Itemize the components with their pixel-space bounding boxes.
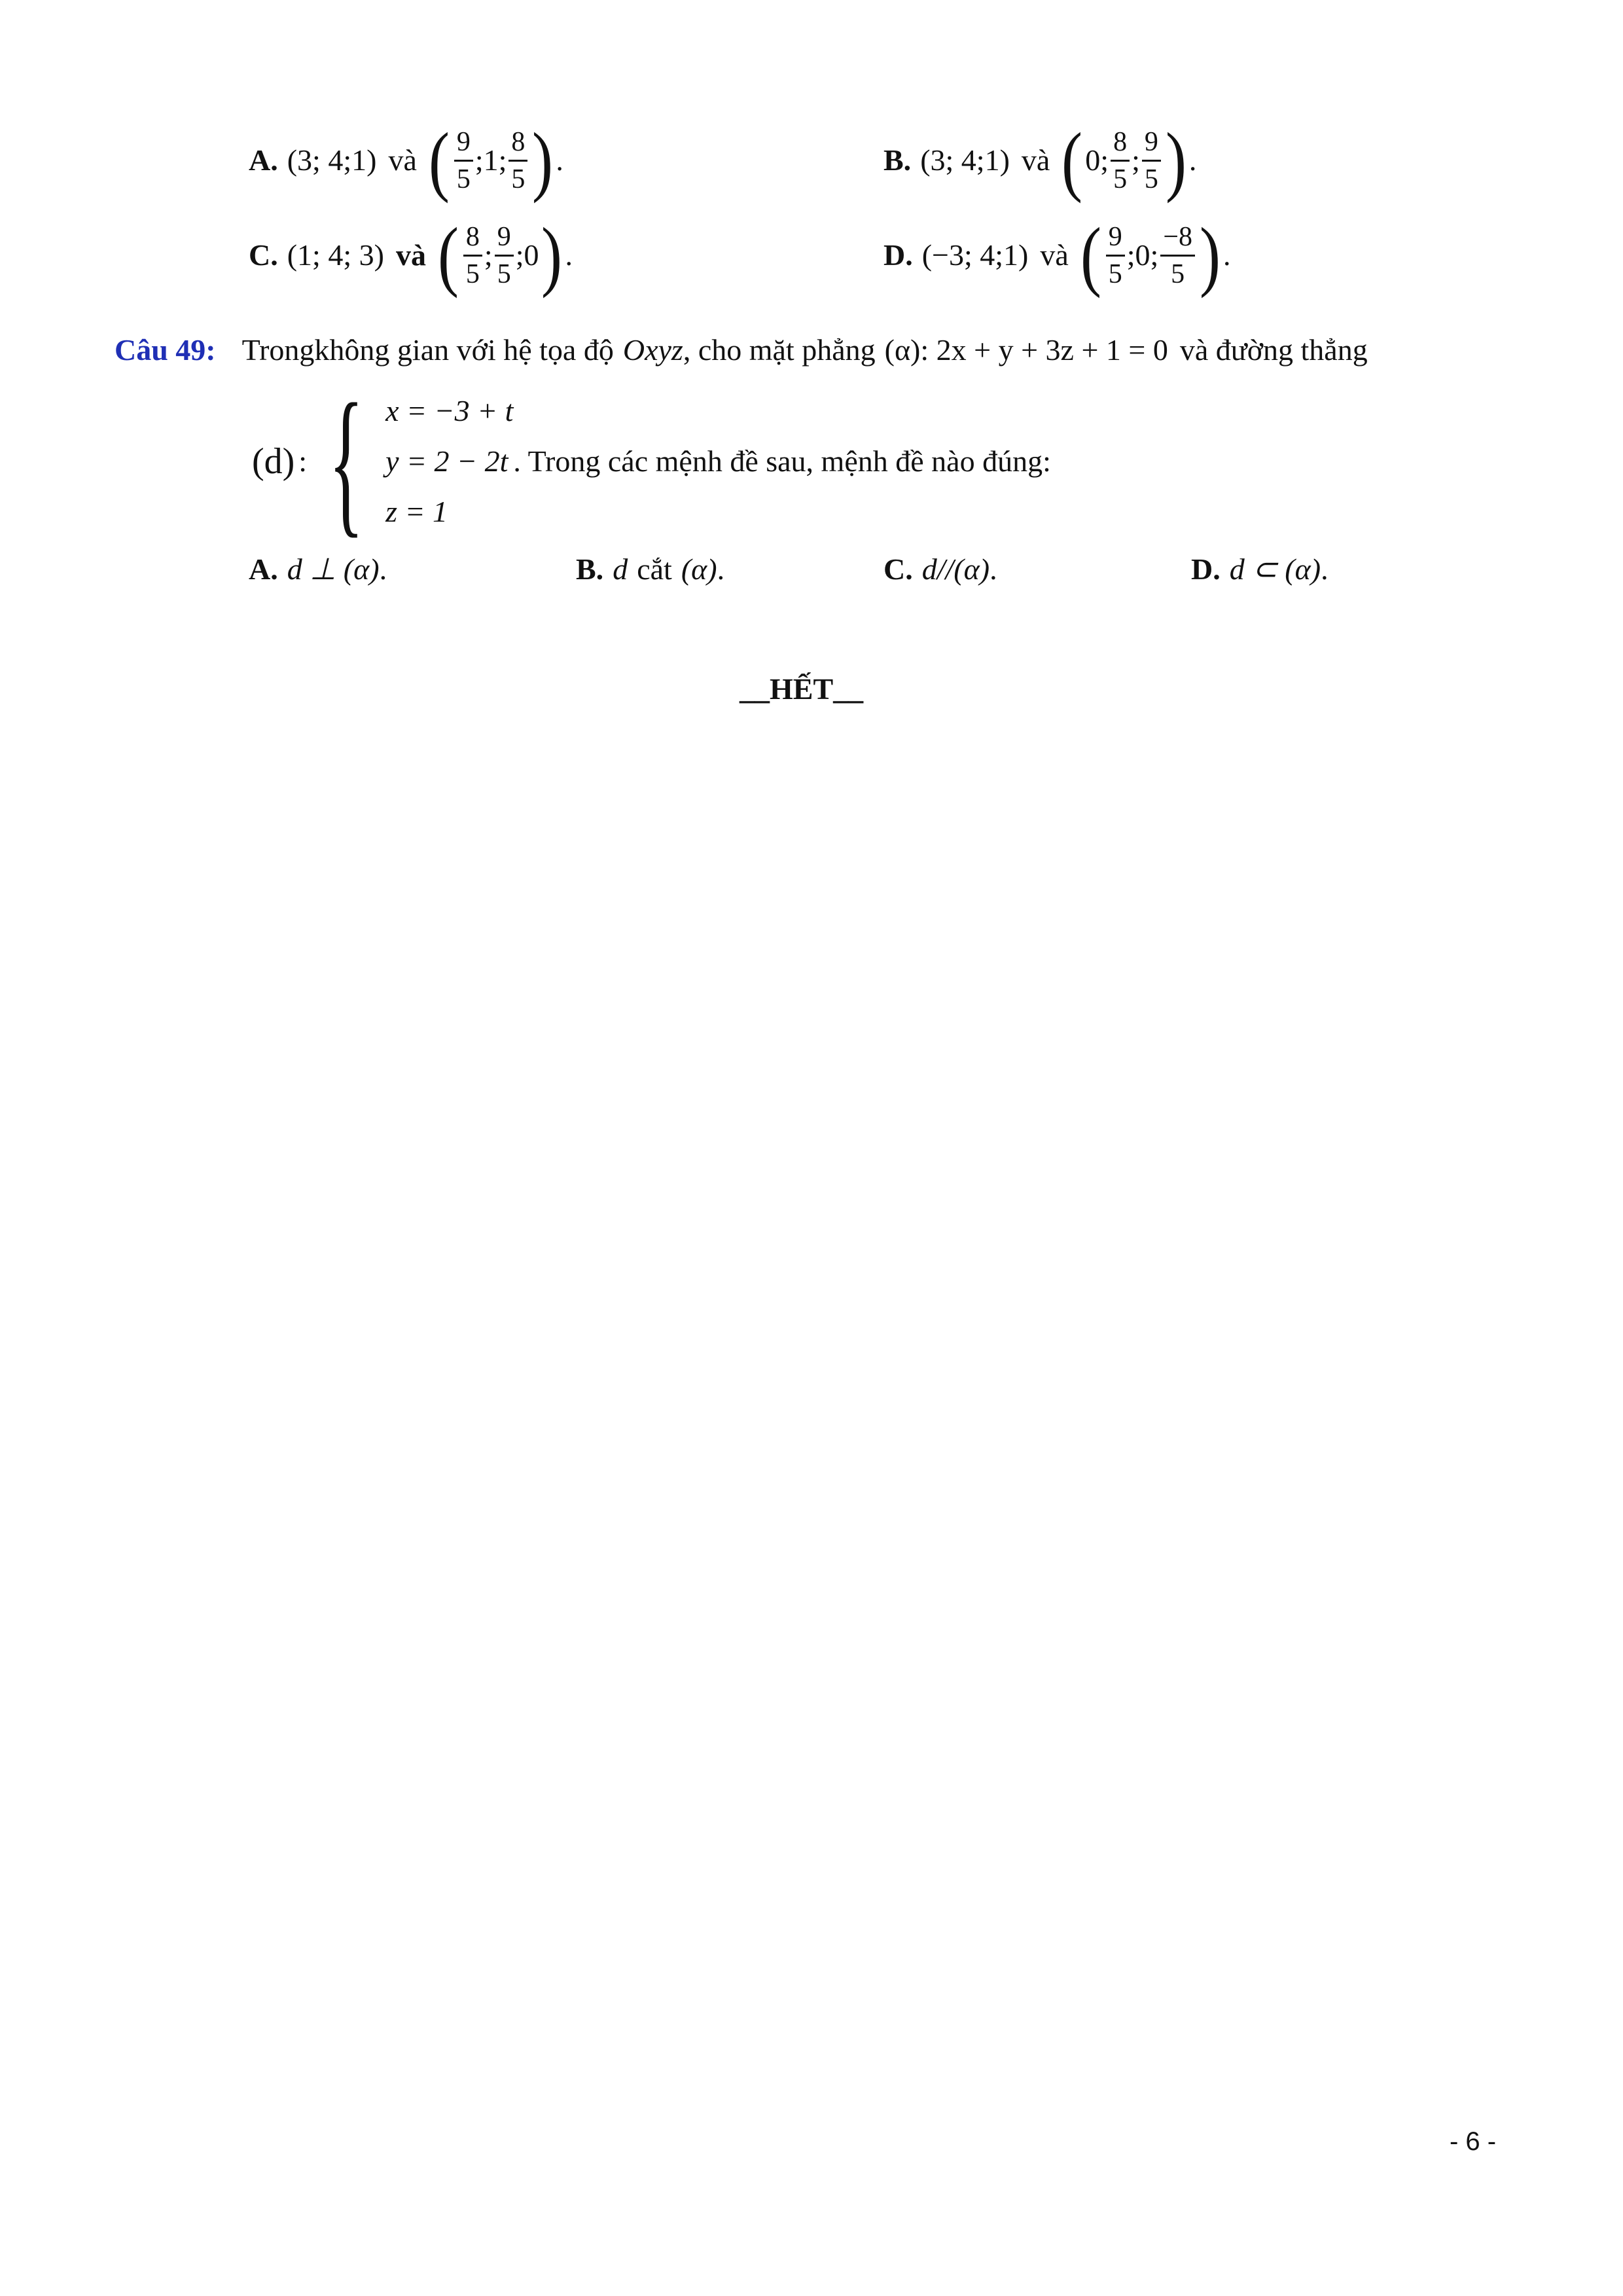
point-1: (1; 4; 3) — [287, 238, 384, 272]
denominator: 5 — [456, 164, 471, 194]
numerator: 9 — [1106, 223, 1125, 257]
prefix: 0; — [1085, 143, 1109, 177]
conjunction: và — [395, 238, 426, 272]
fraction — [463, 223, 482, 288]
point-1: (3; 4;1) — [287, 143, 377, 177]
numerator: 8 — [463, 223, 482, 257]
option-label: B. — [576, 552, 604, 586]
suffix: ;0 — [515, 238, 539, 272]
separator: ;0; — [1126, 238, 1159, 272]
denominator: 5 — [1108, 259, 1122, 289]
question-label: Câu 49: — [115, 333, 216, 367]
numerator: 8 — [1111, 128, 1130, 162]
q48-option-b — [883, 117, 1197, 204]
plane-equation: : 2x + y + 3z + 1 = 0 — [920, 333, 1168, 367]
option-text-d: d — [613, 552, 628, 586]
fraction — [1106, 223, 1125, 288]
plane-name: (α) — [884, 333, 921, 367]
numerator: 9 — [1142, 128, 1161, 162]
option-label: C. — [249, 238, 278, 272]
period: . — [717, 552, 725, 586]
period: . — [556, 143, 563, 177]
equation-z: z = 1 — [385, 495, 448, 528]
q49-option-d — [1191, 550, 1329, 589]
open-paren: ( — [1061, 117, 1083, 204]
coordinate-system: Oxyz — [622, 333, 683, 367]
equation-y: y = 2 − 2t — [385, 444, 508, 478]
fraction — [454, 128, 473, 193]
period: . — [1321, 552, 1329, 586]
denominator: 5 — [1113, 164, 1128, 194]
denominator: 5 — [511, 164, 526, 194]
fraction — [508, 128, 527, 193]
conjunction: và — [1021, 143, 1050, 177]
close-paren: ) — [1165, 117, 1186, 204]
point-1: (3; 4;1) — [920, 143, 1010, 177]
denominator: 5 — [497, 259, 511, 289]
conjunction: và — [1040, 238, 1069, 272]
option-label: A. — [249, 552, 278, 586]
point-1: (−3; 4;1) — [921, 238, 1029, 272]
denominator: 5 — [1144, 164, 1158, 194]
option-label: A. — [249, 143, 278, 177]
q49-option-b — [576, 550, 724, 589]
option-label: C. — [883, 552, 913, 586]
equation-x: x = −3 + t — [385, 394, 514, 427]
open-paren: ( — [437, 211, 459, 298]
q48-option-c — [249, 211, 573, 298]
question-text-2: , cho mặt phẳng — [683, 333, 876, 367]
numerator: −8 — [1160, 223, 1195, 257]
period: . — [1188, 143, 1197, 177]
q48-option-d — [883, 211, 1231, 298]
question-prompt: . Trong các mệnh đề sau, mệnh đề nào đúng: — [513, 444, 1051, 478]
option-label: D. — [883, 238, 913, 272]
option-text: d//(α) — [921, 552, 990, 586]
brace-icon: { — [329, 370, 365, 552]
page-number: - 6 - — [1450, 2127, 1497, 2156]
numerator: 9 — [454, 128, 473, 162]
option-text-alpha: (α) — [681, 552, 717, 586]
separator: ; — [484, 238, 493, 272]
option-text: d ⊥ (α) — [287, 552, 380, 586]
fraction — [1111, 128, 1130, 193]
denominator: 5 — [465, 259, 480, 289]
question-text-3: và đường thẳng — [1179, 333, 1368, 367]
separator: ; — [1132, 143, 1140, 177]
question-text: Trongkhông gian với hệ tọa độ — [241, 333, 614, 367]
equation-system — [385, 396, 513, 527]
numerator: 8 — [508, 128, 527, 162]
period: . — [565, 238, 573, 272]
colon: : — [298, 444, 308, 478]
q49-line-system — [252, 370, 1051, 552]
separator: ;1; — [474, 143, 507, 177]
option-text: d ⊂ (α) — [1229, 552, 1321, 586]
option-label: D. — [1191, 552, 1221, 586]
period: . — [990, 552, 997, 586]
fraction — [1142, 128, 1161, 193]
close-paren: ) — [541, 211, 563, 298]
denominator: 5 — [1171, 259, 1185, 289]
period: . — [379, 552, 387, 586]
q48-option-a — [249, 117, 563, 204]
conjunction: và — [388, 143, 417, 177]
q49-option-c — [883, 550, 997, 589]
numerator: 9 — [495, 223, 514, 257]
open-paren: ( — [1080, 211, 1101, 298]
fraction — [495, 223, 514, 288]
q49-option-a — [249, 550, 387, 589]
close-paren: ) — [532, 117, 554, 204]
period: . — [1222, 238, 1231, 272]
end-mark: __HẾT__ — [740, 672, 864, 706]
close-paren: ) — [1200, 211, 1221, 298]
open-paren: ( — [428, 117, 450, 204]
q49-intro — [115, 331, 1368, 370]
line-name: (d) — [252, 441, 295, 482]
option-label: B. — [883, 143, 912, 177]
option-text-mid: cắt — [637, 552, 672, 586]
fraction — [1160, 223, 1195, 288]
